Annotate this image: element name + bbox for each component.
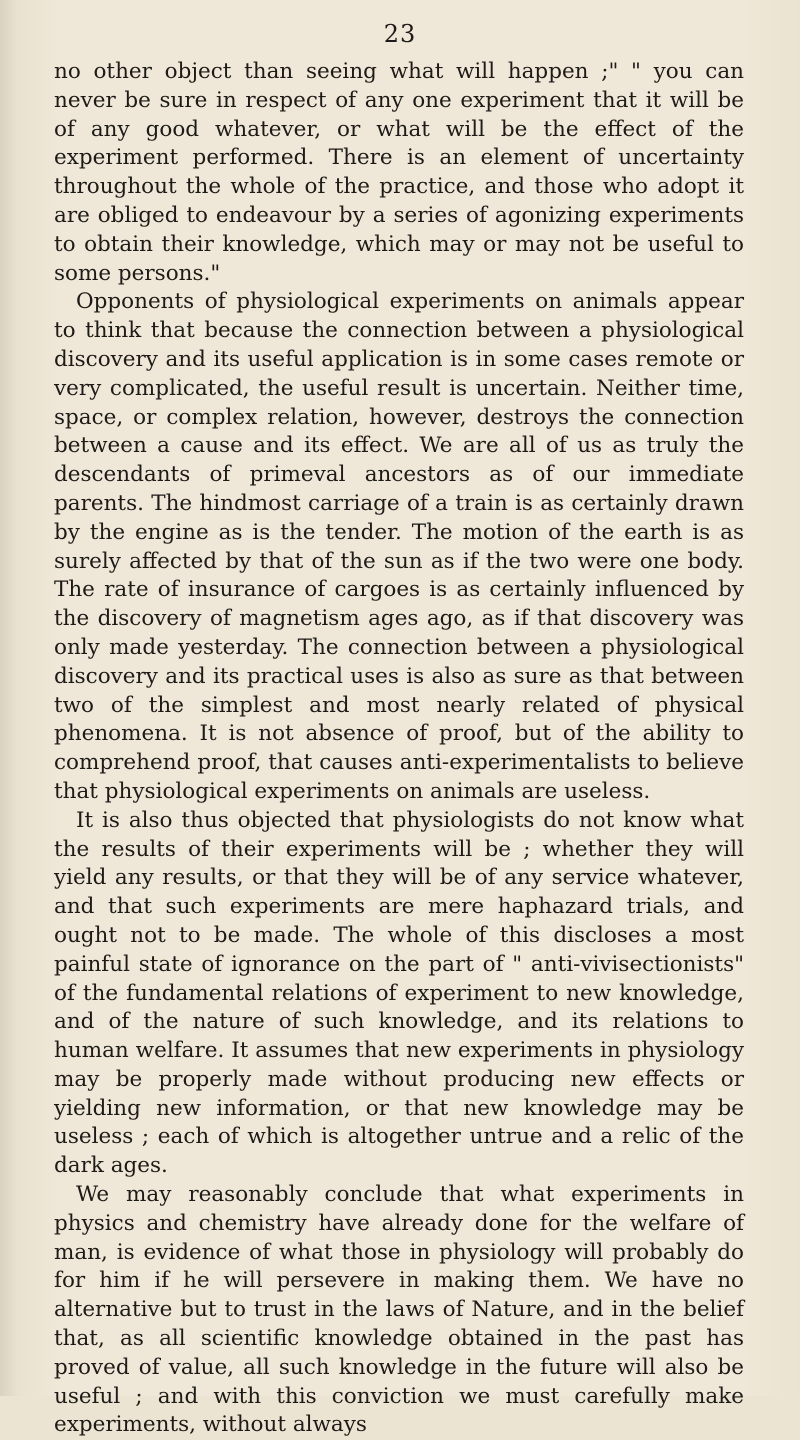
paragraph: Opponents of physiological experiments on animals appear to think that because the connection between a physiological discovery and its useful application is in some cases remote or very complicated, the useful result is uncertain. Neither time, space, or complex relation, however, destroys the connection between a cause and its effect. We are all of us as truly the descendants of primeval ancestors as of our immediate parents. The hindmost carriage of a train is as certainly drawn by the engine as is the tender. The motion of the earth is as surely affected by that of the sun as if the two were one body. The rate of insurance of cargoes is as certainly influenced by the discovery of magnetism ages ago, as if that discovery was only made yesterday. The connection between a physiological discovery and its practical uses is also as sure as that between two of the simplest and most nearly related of physical phenomena. It is not absence of proof, but of the ability to comprehend proof, that causes anti-experimentalists to believe that physiological experiments on animals are useless. — [54, 289, 744, 804]
body-text — [54, 58, 744, 1440]
paragraph: It is also thus objected that physiologists do not know what the results of their experiments will be ; whether they will yield any results, or that they will be of any service whatever, and that such experiments are mere haphazard trials, and ought not to be made. The whole of this discloses a most painful state of ignorance on the part of " anti-vivisectionists" of the fundamental relations of experiment to new knowledge, and of the nature of such knowledge, and its relations to human welfare. It assumes that new experiments in physiology may be properly made without producing new effects or yielding new information, or that new knowledge may be useless ; each of which is altogether untrue and a relic of the dark ages. — [54, 807, 744, 1179]
paragraph: We may reasonably conclude that what experiments in physics and chemistry have already done for the welfare of man, is evidence of what those in physiology will probably do for him if he will persevere in making them. We have no alternative but to trust in the laws of Nature, and in the belief that, as all scientific knowledge obtained in the past has proved of value, all such knowledge in the future will also be useful ; and with this conviction we must carefully make experiments, without always — [54, 1182, 744, 1438]
paragraph-continued: no other object than seeing what will happen ;" " you can never be sure in respect of any one experiment that it will be of any good whatever, or what will be the effect of the experiment performed. There is an element of uncertainty throughout the whole of the practice, and those who adopt it are obliged to endeavour by a series of agonizing experiments to obtain their knowledge, which may or may not be useful to some persons." — [54, 59, 744, 286]
page-number: 23 — [383, 20, 417, 48]
